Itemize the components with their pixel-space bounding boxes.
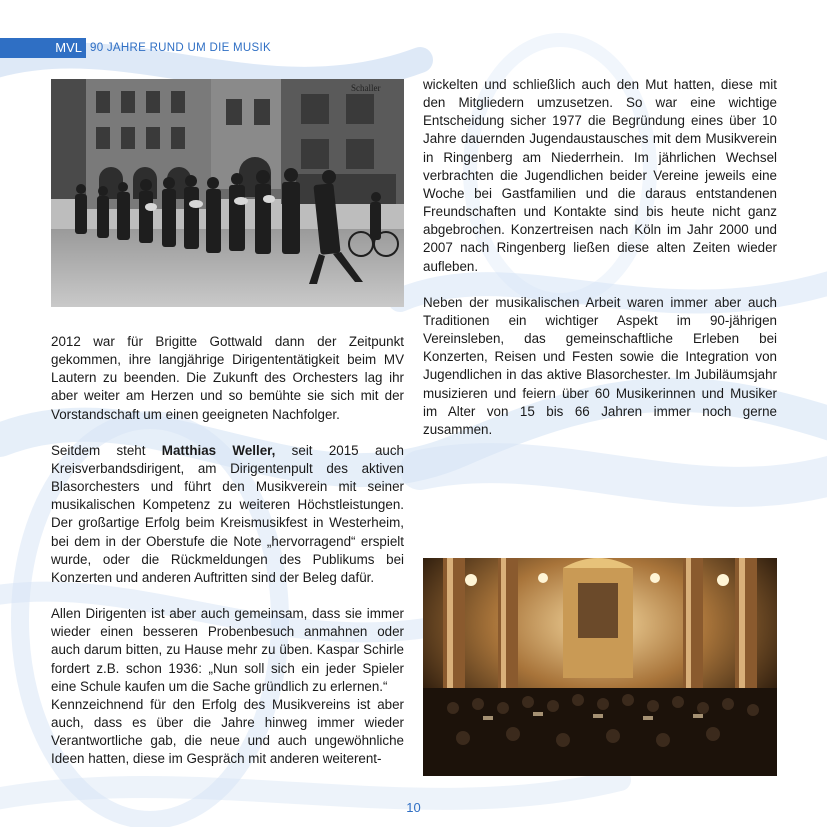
- shop-sign-text: Schaller: [351, 83, 381, 93]
- paragraph-ideas: Kennzeichnend für den Erfolg des Musikvereins ist aber auch, dass es über die Jahre hinweg immer wieder Verantwortliche gab, die neue und auch ungewöhnliche Ideen hatten, diese im Gespräch mit anderen weiterent-: [51, 696, 404, 767]
- church-concert-photo: [423, 558, 777, 776]
- historic-band-parade-photo: [51, 79, 404, 307]
- paragraph-traditions: Neben der musikalischen Arbeit waren immer aber auch Traditionen ein wichtiger Aspekt im 90-jährigen Vereinsleben, das gemeinschaftliche Erleben bei Konzerten, Reisen und Festen sowie die Integration von Jugendlichen in das aktive Blasorchester. Im Jubiläumsjahr musizieren und feiern über 60 Musikerinnen und Musiker im Alter von 15 bis 66 Jahren immer noch gerne zusammen.: [423, 294, 777, 437]
- paragraph-text-start: Seitdem steht: [51, 442, 162, 458]
- right-text-column: [423, 76, 777, 439]
- page-header: [0, 38, 827, 58]
- paragraph-rehearsal: Allen Dirigenten ist aber auch gemeinsam, dass sie immer wieder einen besseren Probenbesuch anmahnen oder auch darum bitten, zu Hause mehr zu üben. Kaspar Schirle fordert z.B. schon 1936: „Nun soll sich ein jeder Spieler eine Schule kaufen um die Sache gründlich zu erlernen.“: [51, 606, 404, 694]
- paragraph-text-rest: seit 2015 auch Kreisverbandsdirigent, am Dirigentenpult des aktiven Blasorchesters und führt den Musikverein mit seiner musikalischen Kompetenz zu weiteren Höchstleistungen. Der großartige Erfolg beim Kreismusikfest in Westerheim, bei dem in der Oberstufe die Note „hervorragend“ erspielt wurde, oder die Rückmeldungen des Publikums bei Konzerten und anderen Auftritten sind der Beleg dafür.: [51, 442, 404, 585]
- conductor-name: Matthias Weller,: [161, 442, 276, 458]
- paragraph-conductor-change: 2012 war für Brigitte Gottwald dann der Zeitpunkt gekommen, ihre langjährige Dirigententätigkeit beim MV Lautern zu beenden. Die Zukunft des Orchesters lag ihr aber weiter am Herzen und so bemühte sie sich mit der Vorstandschaft um einen geeigneten Nachfolger.: [51, 334, 404, 422]
- page-number: 10: [406, 800, 421, 815]
- header-title: 90 JAHRE RUND UM DIE MUSIK: [90, 42, 271, 54]
- paragraph-matthias-weller: [51, 442, 404, 587]
- left-text-column: [51, 333, 404, 768]
- paragraph-youth-exchange: wickelten und schließlich auch den Mut hatten, diese mit den Mitgliedern umzusetzen. So war eine wichtige Entscheidung sicher 1977 die Begründung eines über 10 Jahre dauernden Jugendaustausches mit dem Musikverein in Ringenberg am Niederrhein. Im jährlichen Wechsel verbrachten die Jugendlichen beider Vereine jeweils eine Woche bei Gastfamilien und die daraus entstandenen Freundschaften und Kontakte sind bis heute nicht ganz abgebrochen. Konzertreisen nach Köln im Jahr 2000 und 2007 nach Ringenberg ließen diese alten Zeiten wieder aufleben.: [423, 77, 777, 274]
- header-tab-mvl: MVL: [0, 38, 86, 58]
